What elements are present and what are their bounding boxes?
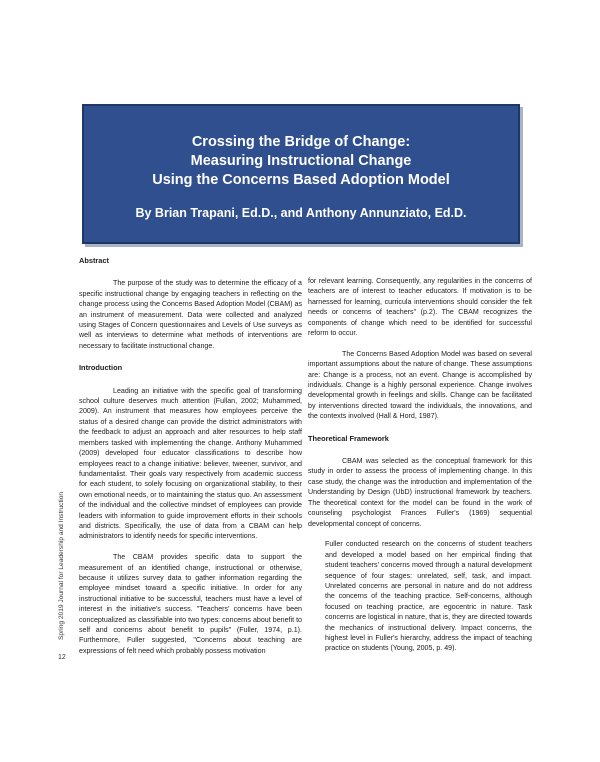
- right-column: [308, 276, 532, 654]
- introduction-paragraph-3: The Concerns Based Adoption Model was based on several important assumptions about the nature of change. These assumptions are: Change is a process, not an event. Change is accomplished by individuals. Change is a highly personal experience. Change involves developmental growth in feelings and skills. Change can be facilitated by interventions directed toward the individuals, the innovations, and the contexts involved (Hall & Hord, 1987).: [308, 349, 532, 421]
- abstract-heading: Abstract: [79, 256, 109, 265]
- introduction-paragraph-2-continued: for relevant learning. Consequently, any regularities in the concerns of teachers are of interest to teacher educators. If motivation is to be harnessed for learning, curricula interventions should consider the felt needs or concerns of teachers" (p.2). The CBAM recognizes the components of change which need to be identified for successful reform to occur.: [308, 277, 532, 338]
- framework-paragraph-1: CBAM was selected as the conceptual framework for this study in order to assess the process of implementing change. In this case study, the change was the introduction and implementation of the Understanding by Design (UbD) instructional framework by teachers. The theoretical context for the model can be found in the work of counseling psychologist Frances Fuller's (1969) sequential developmental concept of concerns.: [308, 457, 532, 528]
- page-number: 12: [58, 654, 66, 661]
- article-title: [84, 133, 518, 190]
- framework-heading: Theoretical Framework: [308, 433, 389, 443]
- title-line-3: Using the Concerns Based Adoption Model: [152, 172, 450, 188]
- title-line-2: Measuring Instructional Change: [190, 153, 412, 169]
- introduction-paragraph-1: Leading an initiative with the specific goal of transforming school culture deserves much attention (Fullan, 2002; Muhammed, 2009). An instrument that measures how employees perceive the status of a desired change can provide the district administrators with the feedback to adjust an approach and alter resources to help staff members tasked with implementing the change. Anthony Muhammed (2009) developed four educator classifications to describe how employees react to a change initiative: believer, tweener, survivor, and fundamentalist. Their goals vary respectively from academic success for each student, to solely focusing on organizational stability, to their own emotional needs, or to maintaining the status quo. An assessment of the individual and the collective mindset of employees can provide leaders with information to guide improvement efforts in their schools and districts. Specifically, the use of data from a CBAM can help administrators to identify needs for specific interventions.: [79, 386, 302, 541]
- title-box: [82, 104, 520, 244]
- left-column: [79, 256, 302, 656]
- introduction-paragraph-2: The CBAM provides specific data to support the measurement of an identified change, instructional or otherwise, because it utilizes survey data to gather information regarding the employee mindset toward a specific initiative. In order for any instructional initiative to be successful, teachers must have a level of interest in the initiative's success. "Teachers' concerns have been conceptualized as classifiable into two types: concerns about benefit to self and concerns about benefit to pupils" (Fuller, 1974, p.1). Furthermore, Fuller suggested, "Concerns about teaching are expressions of felt need which probably possess motivation: [79, 553, 302, 655]
- authors-byline: By Brian Trapani, Ed.D., and Anthony Annunziato, Ed.D.: [135, 206, 467, 220]
- abstract-text: The purpose of the study was to determine the efficacy of a specific instructional change by engaging teachers in reflecting on the change process using the Concerns Based Adoption Model (CBAM) as an instrument of measurement. Data were collected and analyzed using Stages of Concern questionnaires and Levels of Use surveys as well as interviews to determine what methods of interventions are necessary to facilitate instructional change.: [79, 279, 302, 350]
- journal-side-note: Spring 2019 Journal for Leadership and Instruction: [58, 491, 65, 640]
- introduction-heading: Introduction: [79, 363, 123, 373]
- block-quote: Fuller conducted research on the concerns of student teachers and developed a model based on her empirical finding that student teachers' concerns moved through a natural development sequence of four stages: unrelated, self, task, and impact. Unrelated concerns are personal in nature and do not address the concerns of the teaching practice. Self-concerns, although focused on teaching practice, are egocentric in nature. Task concerns are logistical in nature, that is, they are directed towards the mechanics of instructional delivery. Impact concerns, the highest level in Fuller's hierarchy, address the impact of teaching practice on students (Young, 2005, p. 49).: [325, 540, 532, 653]
- title-line-1: Crossing the Bridge of Change:: [191, 134, 411, 150]
